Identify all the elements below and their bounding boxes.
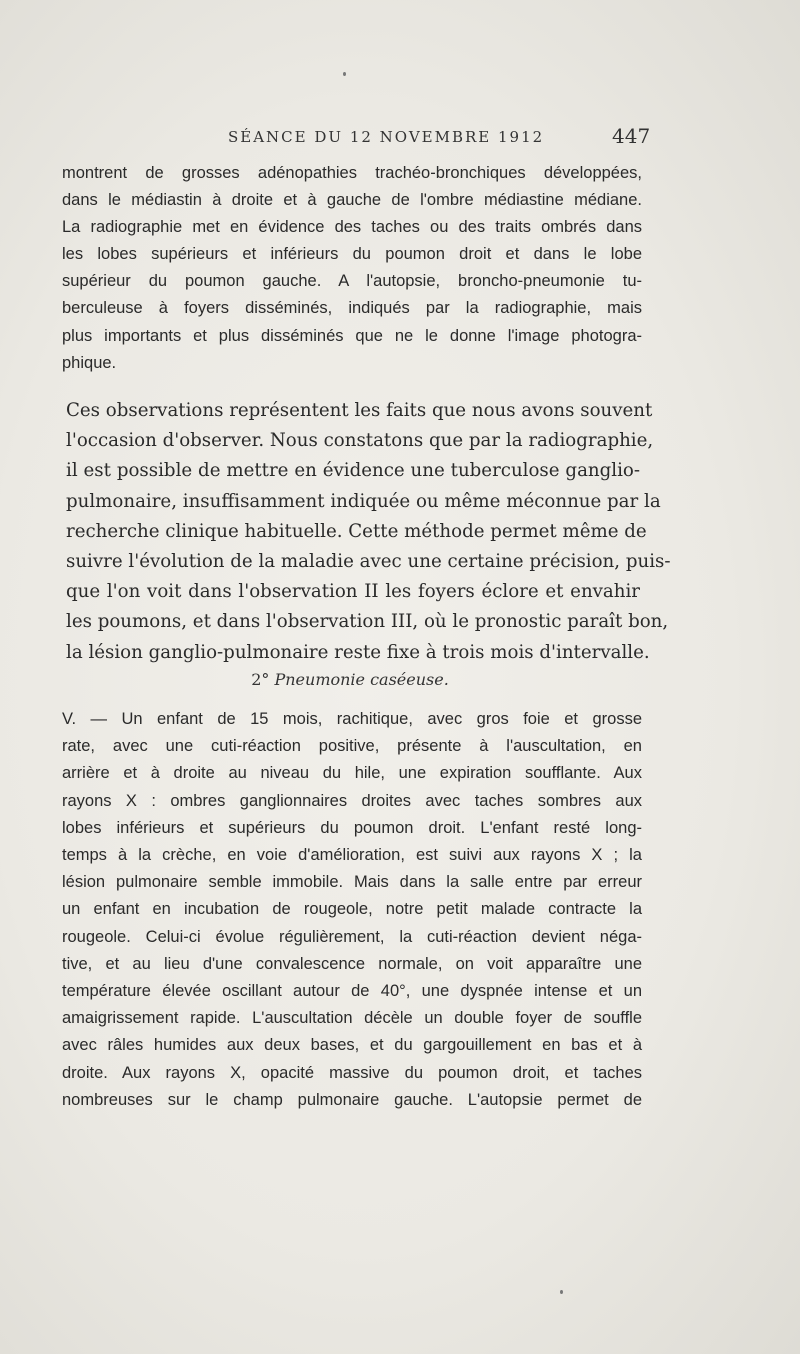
text-line: les lobes supérieurs et inférieurs du poumon droit et dans le lobe — [62, 245, 642, 264]
text-line: temps à la crèche, en voie d'amélioration, est suivi aux rayons X ; la — [62, 846, 642, 865]
text-line: nombreuses sur le champ pulmonaire gauche. L'autopsie permet de — [62, 1090, 642, 1109]
section-number: 2° — [251, 670, 270, 689]
section-heading — [0, 670, 700, 689]
ink-speck — [343, 72, 346, 76]
ink-speck — [560, 1290, 563, 1294]
page-number: 447 — [612, 124, 651, 148]
text-line: dans le médiastin à droite et à gauche de l'ombre médiastine médiane. — [62, 191, 642, 210]
text-line: amaigrissement rapide. L'auscultation décèle un double foyer de souffle — [62, 1009, 642, 1028]
text-line: berculeuse à foyers disséminés, indiqués par la radiographie, mais — [62, 299, 642, 318]
text-line: V. — Un enfant de 15 mois, rachitique, avec gros foie et grosse — [62, 710, 642, 728]
text-line: température élevée oscillant autour de 40°, une dyspnée intense et un — [62, 982, 642, 1001]
paragraph-3 — [62, 706, 642, 1114]
section-title: Pneumonie caséeuse. — [274, 670, 449, 689]
paragraph-1 — [62, 160, 642, 377]
text-line: La radiographie met en évidence des taches ou des traits ombrés dans — [62, 218, 642, 237]
text-line: un enfant en incubation de rougeole, notre petit malade contracte la — [62, 900, 642, 919]
text-line: montrent de grosses adénopathies trachéo-bronchiques développées, — [62, 164, 642, 182]
text-line: rayons X : ombres ganglionnaires droites avec taches sombres aux — [62, 791, 642, 810]
text-line: lobes inférieurs et supérieurs du poumon droit. L'enfant resté long- — [62, 818, 642, 837]
text-line: suivre l'évolution de la maladie avec une certaine précision, puis- — [66, 551, 671, 573]
text-line: il est possible de mettre en évidence une tuberculose ganglio- — [66, 460, 640, 482]
running-header: SÉANCE DU 12 NOVEMBRE 1912 — [228, 128, 545, 146]
text-line: avec râles humides aux deux bases, et du gargouillement en bas et à — [62, 1036, 642, 1055]
text-line: Ces observations représentent les faits que nous avons souvent — [66, 400, 653, 421]
text-line: supérieur du poumon gauche. A l'autopsie, broncho-pneumonie tu- — [62, 272, 642, 291]
text-line: droite. Aux rayons X, opacité massive du poumon droit, et taches — [62, 1063, 642, 1082]
text-line: les poumons, et dans l'observation III, où le pronostic paraît bon, — [66, 611, 669, 633]
text-line: pulmonaire, insuffisamment indiquée ou même méconnue par la — [66, 490, 661, 512]
text-line: plus importants et plus disséminés que ne le donne l'image photogra- — [62, 326, 642, 345]
text-line: l'occasion d'observer. Nous constatons que par la radiographie, — [66, 430, 654, 452]
text-line: arrière et à droite au niveau du hile, une expiration soufflante. Aux — [62, 764, 642, 783]
text-line: la lésion ganglio-pulmonaire reste fixe à trois mois d'intervalle. — [66, 641, 650, 663]
text-line: tive, et au lieu d'une convalescence normale, on voit apparaître une — [62, 954, 642, 973]
text-line: phique. — [62, 353, 117, 372]
text-line: lésion pulmonaire semble immobile. Mais dans la salle entre par erreur — [62, 873, 642, 892]
text-line: rate, avec une cuti-réaction positive, présente à l'auscultation, en — [62, 737, 642, 756]
text-line: que l'on voit dans l'observation II les foyers éclore et envahir — [66, 581, 640, 603]
text-line: recherche clinique habituelle. Cette méthode permet même de — [66, 520, 647, 542]
text-line: rougeole. Celui-ci évolue régulièrement, la cuti-réaction devient néga- — [62, 927, 642, 946]
paragraph-2 — [66, 396, 671, 668]
